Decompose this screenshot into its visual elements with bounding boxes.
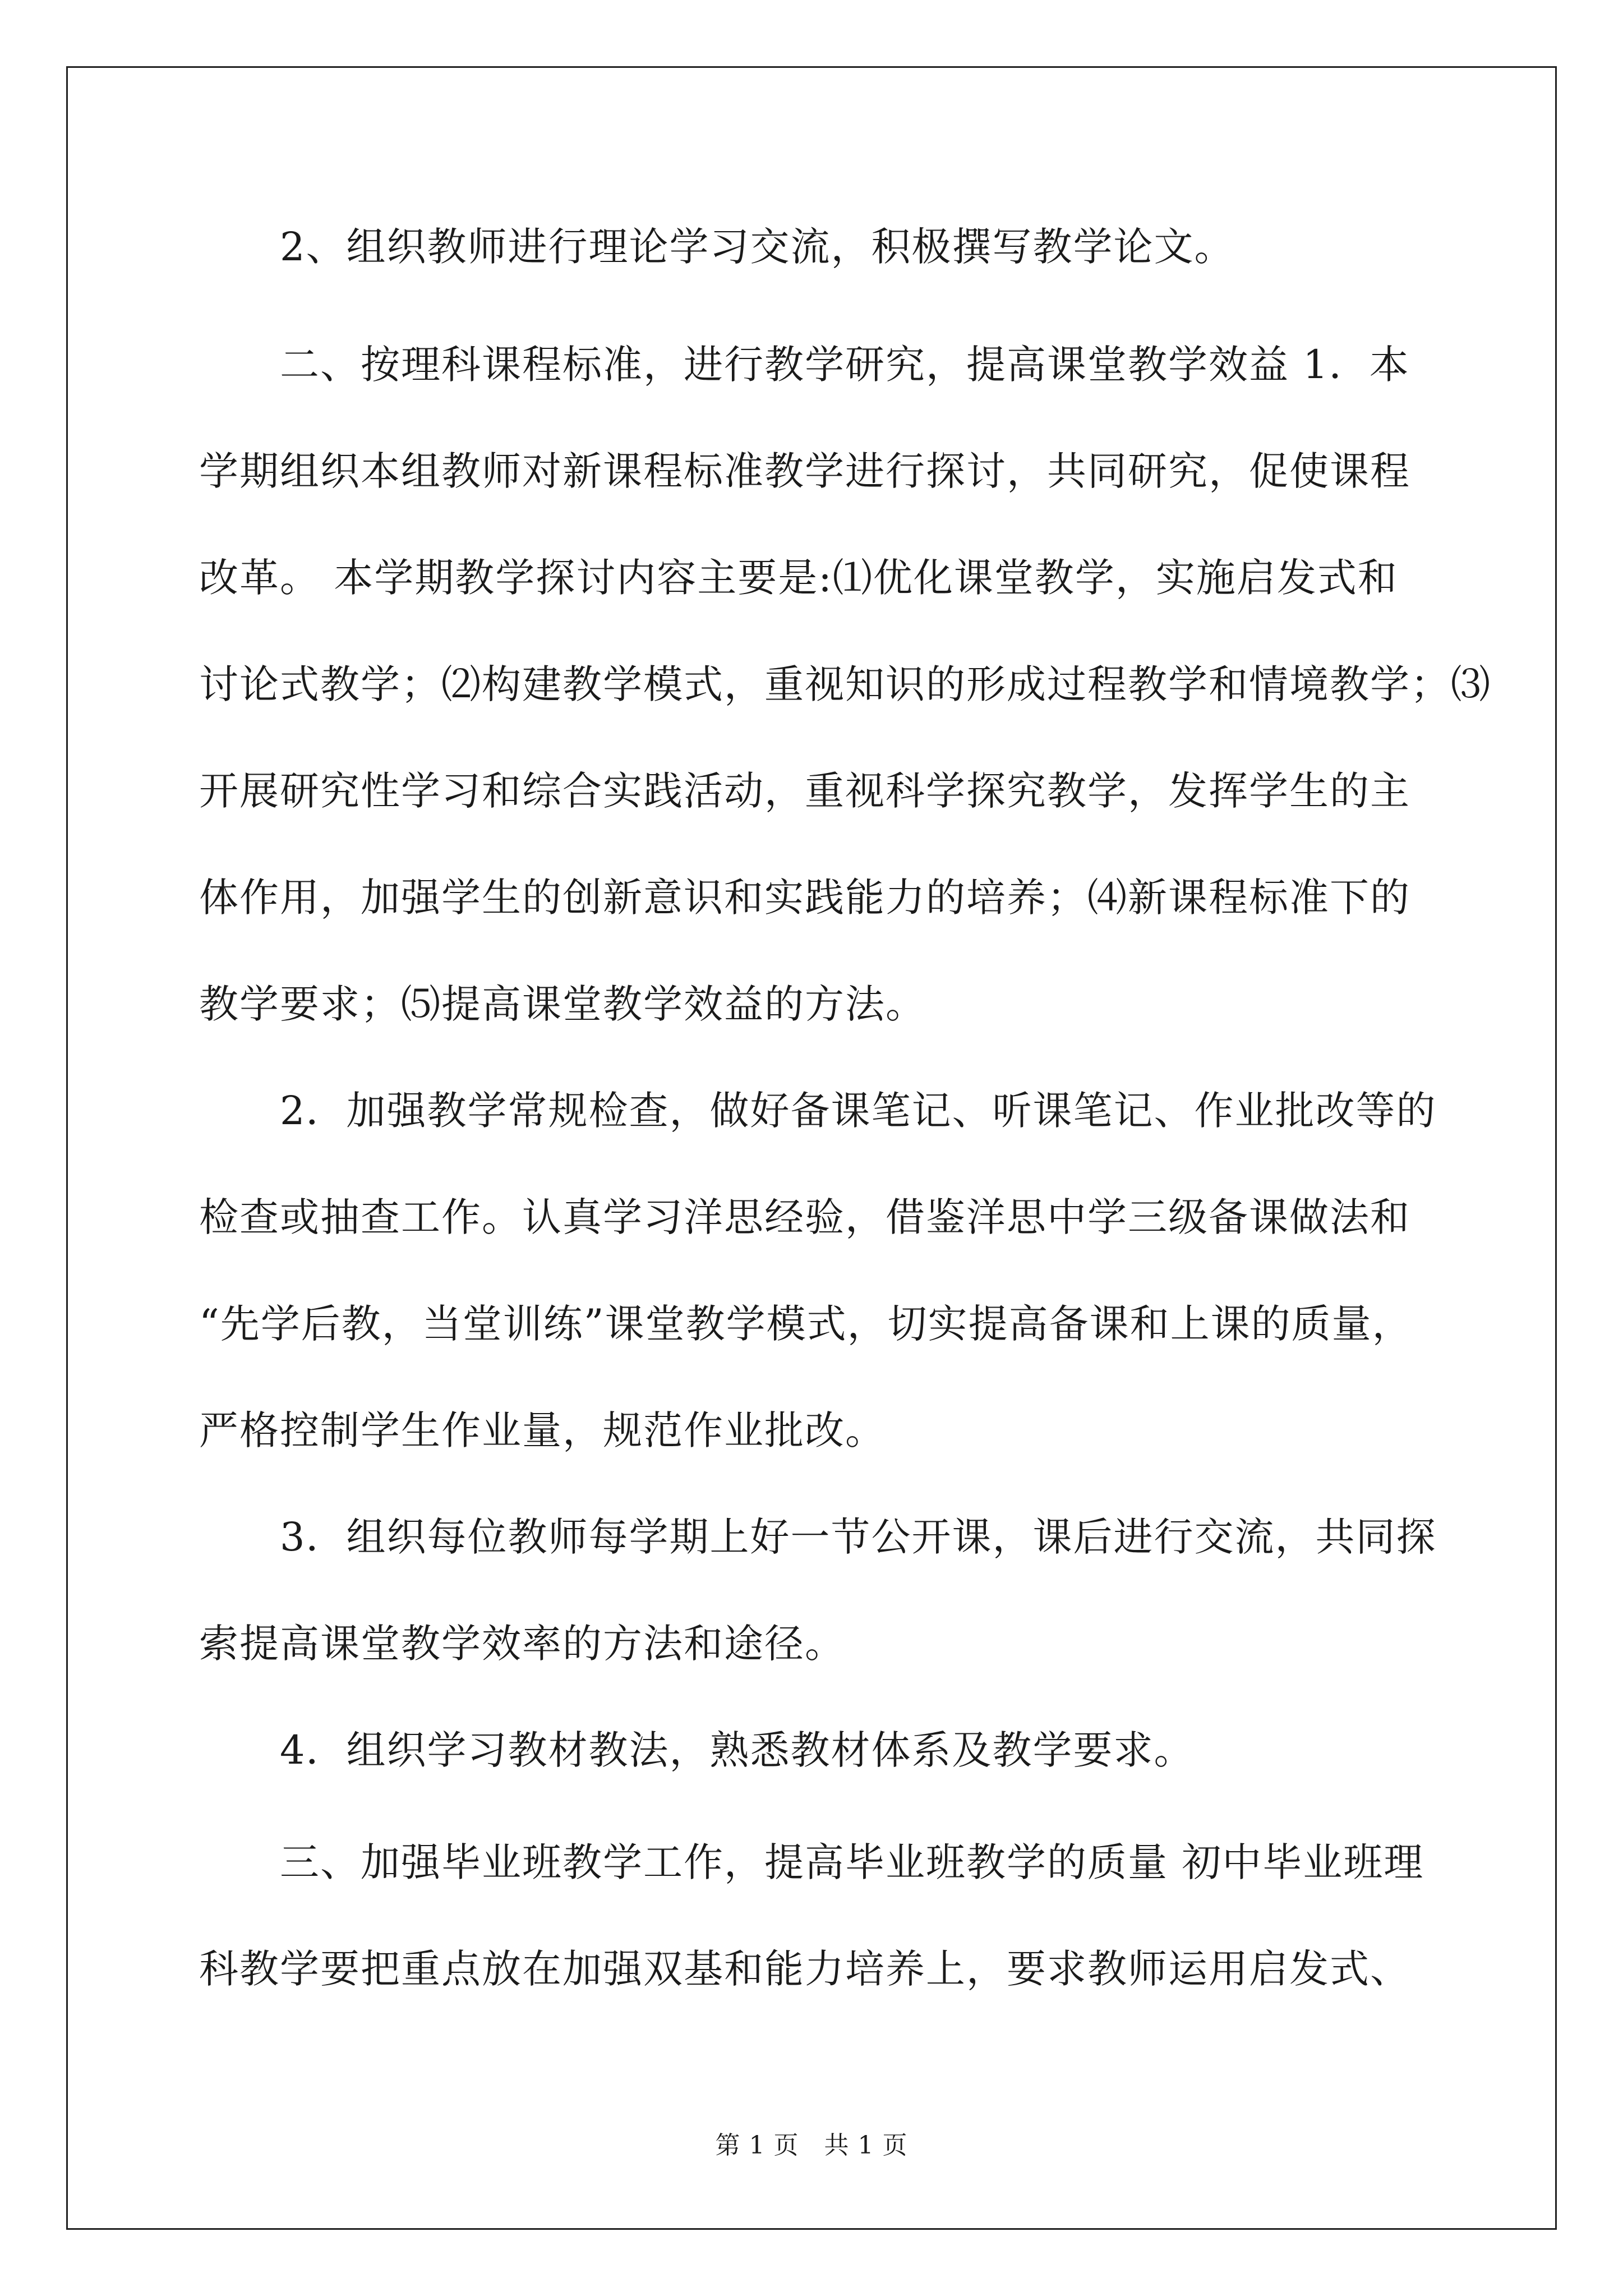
paragraph-line: 3．组织每位教师每学期上好一节公开课，课后进行交流，共同探 [199,1514,1437,1560]
paragraph-line: 三、加强毕业班教学工作，提高毕业班教学的质量 初中毕业班理 [199,1839,1424,1885]
paragraph-line: 4．组织学习教材教法，熟悉教材体系及教学要求。 [199,1727,1195,1773]
paragraph-line: 讨论式教学；⑵构建教学模式，重视知识的形成过程教学和情境教学；⑶ [199,661,1491,707]
paragraph-line: 学期组织本组教师对新课程标准教学进行探讨，共同研究，促使课程 [199,448,1410,494]
paragraph-line: 体作用，加强学生的创新意识和实践能力的培养；⑷新课程标准下的 [199,875,1410,921]
paragraph-line: 改革。 本学期教学探讨内容主要是:⑴优化课堂教学，实施启发式和 [199,555,1398,601]
paragraph-line: 科教学要把重点放在加强双基和能力培养上，要求教师运用启发式、 [199,1946,1410,1992]
paragraph-line: 2．加强教学常规检查，做好备课笔记、听课笔记、作业批改等的 [199,1088,1437,1134]
page-footer [0,2129,1623,2162]
paragraph-line: 索提高课堂教学效率的方法和途径。 [199,1621,845,1667]
paragraph-line: 开展研究性学习和综合实践活动，重视科学探究教学，发挥学生的主 [199,768,1410,814]
paragraph-line: 二、按理科课程标准，进行教学研究，提高课堂教学效益 1．本 [199,342,1410,388]
paragraph-line: 严格控制学生作业量，规范作业批改。 [199,1407,886,1453]
paragraph-line: 检查或抽查工作。认真学习洋思经验，借鉴洋思中学三级备课做法和 [199,1194,1410,1240]
paragraph-line: “先学后教，当堂训练”课堂教学模式，切实提高备课和上课的质量， [199,1301,1413,1347]
paragraph-line: 教学要求；⑸提高课堂教学效益的方法。 [199,981,926,1027]
paragraph-line: 2、组织教师进行理论学习交流，积极撰写教学论文。 [199,224,1235,270]
page-number-label: 第 1 页 共 1 页 [715,2131,908,2160]
